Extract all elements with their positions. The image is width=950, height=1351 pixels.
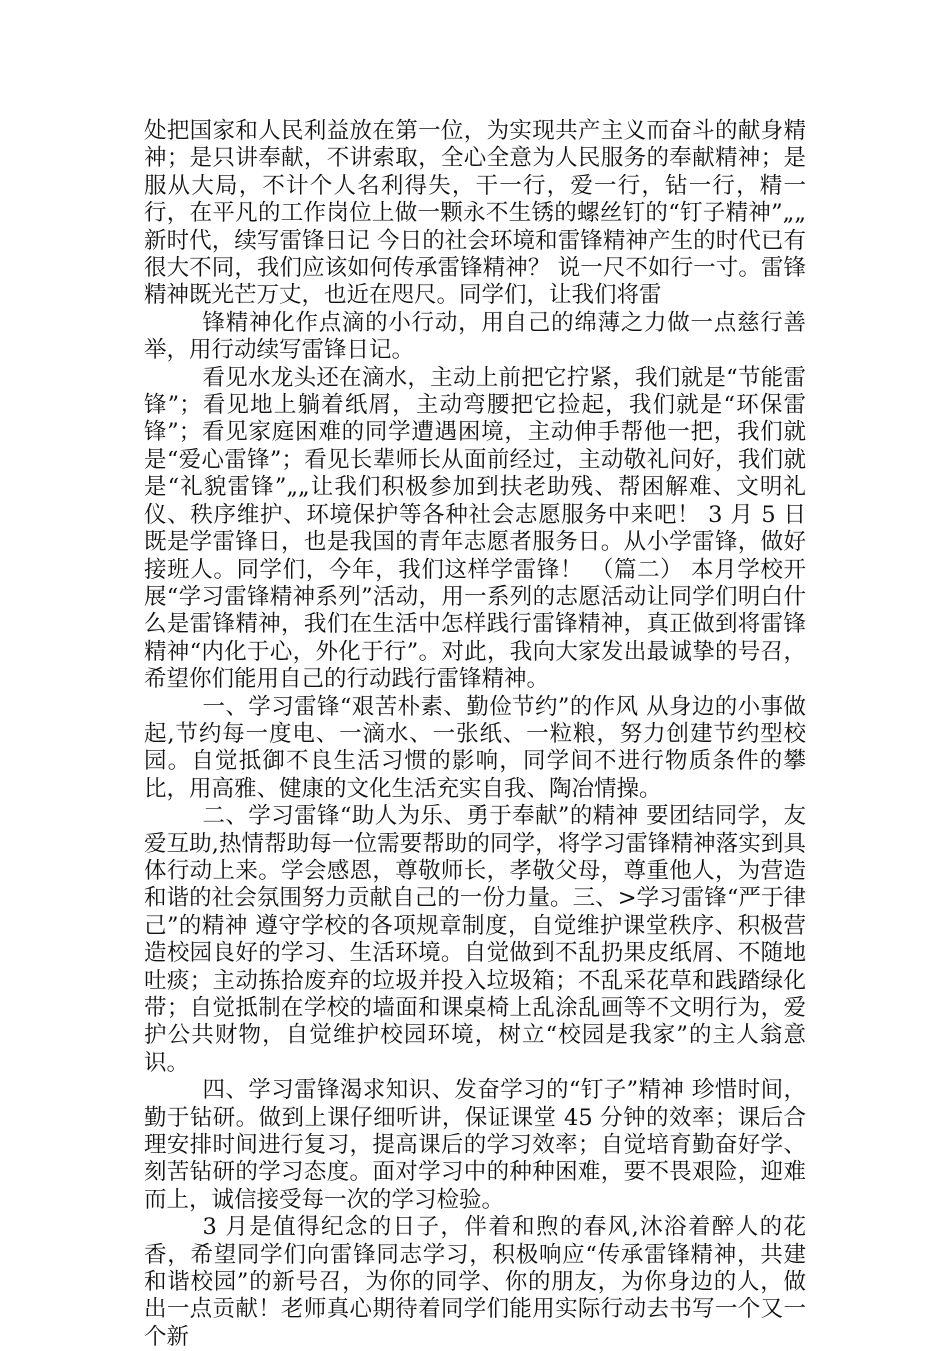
paragraph: 3 月是值得纪念的日子，伴着和煦的春风,沐浴着醉人的花香，希望同学们向雷锋同志学习，积极响应“传承雷锋精神，共建和谐校园”的新号召，为你的同学、你的朋友，为你身边的人，做出一点贡献！老师真心期待着同学们能用实际行动去书写一个又一个新 <box>144 1214 806 1350</box>
paragraph: 看见水龙头还在滴水，主动上前把它拧紧，我们就是“节能雷锋”；看见地上躺着纸屑，主动弯腰把它捡起，我们就是“环保雷锋”；看见家庭困难的同学遭遇困境，主动伸手帮他一把，我们就是“爱心雷锋”；看见长辈师长从面前经过，主动敬礼问好，我们就是“礼貌雷锋”„„让我们积极参加到扶老助残、帮困解难、文明礼仪、秩序维护、环境保护等各种社会志愿服务中来吧！ 3 月 5 日既是学雷锋日，也是我国的青年志愿者服务日。从小学雷锋，做好接班人。同学们，今年，我们这样学雷锋！ （篇二） 本月学校开展“学习雷锋精神系列”活动，用一系列的志愿活动让同学们明白什么是雷锋精神，我们在生活中怎样践行雷锋精神，真正做到将雷锋精神“内化于心，外化于行”。对此，我向大家发出最诚挚的号召，希望你们能用自己的行动践行雷锋精神。 <box>144 364 806 693</box>
paragraph: 处把国家和人民利益放在第一位，为实现共产主义而奋斗的献身精神；是只讲奉献，不讲索取，全心全意为人民服务的奉献精神；是服从大局，不计个人名利得失，干一行，爱一行，钻一行，精一行，在平凡的工作岗位上做一颗永不生锈的螺丝钉的“钉子精神”„„ 新时代，续写雷锋日记 今日的社会环境和雷锋精神产生的时代已有很大不同，我们应该如何传承雷锋精神？ 说一尺不如行一寸。雷锋精神既光芒万丈，也近在咫尺。同学们，让我们将雷 <box>144 118 806 309</box>
paragraph: 二、学习雷锋“助人为乐、勇于奉献”的精神 要团结同学，友爱互助,热情帮助每一位需要帮助的同学，将学习雷锋精神落实到具体行动上来。学会感恩，尊敬师长，孝敬父母，尊重他人，为营造和谐的社会氛围努力贡献自己的一份力量。三、>学习雷锋“严于律己”的精神 遵守学校的各项规章制度，自觉维护课堂秩序、积极营造校园良好的学习、生活环境。自觉做到不乱扔果皮纸屑、不随地吐痰；主动拣拾废弃的垃圾并投入垃圾箱；不乱采花草和践踏绿化带；自觉抵制在学校的墙面和课桌椅上乱涂乱画等不文明行为，爱护公共财物，自觉维护校园环境，树立“校园是我家”的主人翁意识。 <box>144 803 806 1076</box>
document-body <box>144 118 806 1351</box>
paragraph: 锋精神化作点滴的小行动，用自己的绵薄之力做一点慈行善举，用行动续写雷锋日记。 <box>144 309 806 364</box>
paragraph: 一、学习雷锋“艰苦朴素、勤俭节约”的作风 从身边的小事做起,节约每一度电、一滴水、一张纸、一粒粮，努力创建节约型校园。自觉抵御不良生活习惯的影响，同学间不进行物质条件的攀比，用高雅、健康的文化生活充实自我、陶冶情操。 <box>144 693 806 802</box>
paragraph: 四、学习雷锋渴求知识、发奋学习的“钉子”精神 珍惜时间，勤于钻研。做到上课仔细听讲，保证课堂 45 分钟的效率；课后合理安排时间进行复习，提高课后的学习效率；自觉培育勤奋好学、刻苦钻研的学习态度。面对学习中的种种困难，要不畏艰险，迎难而上，诚信接受每一次的学习检验。 <box>144 1077 806 1213</box>
